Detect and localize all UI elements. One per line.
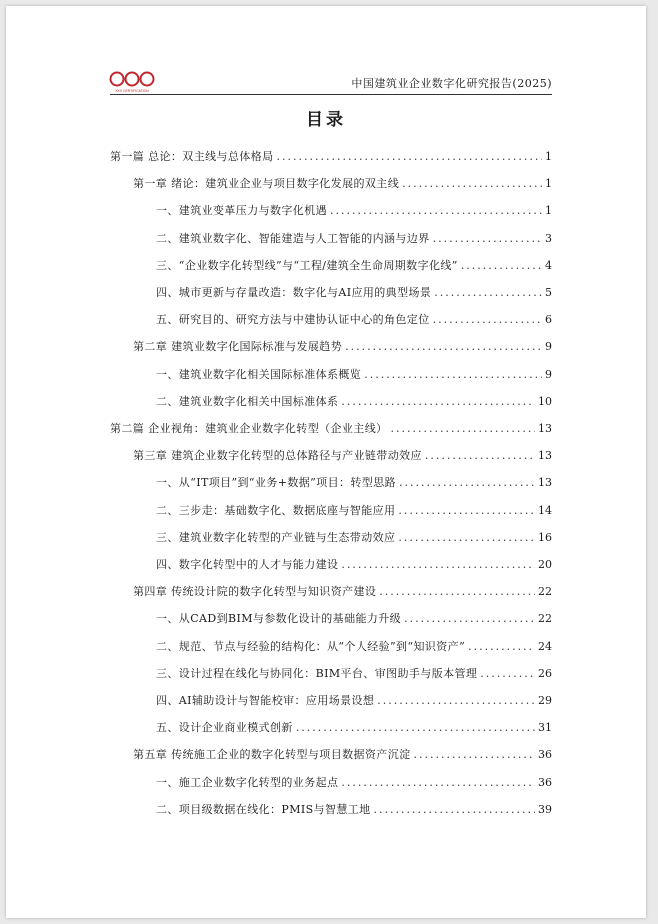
toc-dot-leader	[277, 150, 543, 164]
toc-entry-label: 第三章 建筑企业数字化转型的总体路径与产业链带动效应	[133, 449, 422, 463]
document-page	[6, 6, 646, 918]
toc-entry-page: 31	[538, 721, 552, 735]
toc-dot-leader	[468, 640, 535, 654]
toc-entry[interactable]	[156, 232, 552, 246]
toc-dot-leader	[374, 803, 535, 817]
toc-entry-page: 9	[545, 367, 552, 381]
toc-entry-page: 22	[538, 612, 552, 626]
toc-dot-leader	[391, 422, 536, 436]
toc-dot-leader	[379, 585, 535, 599]
toc-entry[interactable]	[156, 476, 552, 490]
toc-dot-leader	[330, 204, 542, 218]
toc-dot-leader	[461, 259, 542, 273]
toc-entry-label: 二、三步走：基础数字化、数据底座与智能应用	[156, 503, 396, 517]
toc-entry[interactable]	[133, 177, 552, 191]
toc-entry-page: 14	[538, 503, 552, 517]
toc-entry-page: 4	[545, 258, 552, 272]
toc-dot-leader	[341, 776, 535, 790]
toc-entry-label: 一、建筑业变革压力与数字化机遇	[156, 204, 327, 218]
toc-entry-page: 13	[538, 476, 552, 490]
toc-entry[interactable]	[156, 612, 552, 626]
toc-dot-leader	[404, 612, 535, 626]
toc-entry[interactable]	[156, 204, 552, 218]
toc-entry[interactable]	[156, 395, 552, 409]
toc-entry-page: 1	[545, 204, 552, 218]
toc-entry-page: 26	[538, 666, 552, 680]
toc-dot-leader	[341, 558, 535, 572]
toc-dot-leader	[414, 748, 536, 762]
toc-entry[interactable]	[110, 150, 552, 164]
toc-entry-page: 3	[545, 231, 552, 245]
toc-entry[interactable]	[156, 694, 552, 708]
toc-entry-label: 三、设计过程在线化与协同化：BIM平台、审图助手与版本管理	[156, 666, 478, 680]
toc-entry-label: 四、AI辅助设计与智能校审：应用场景设想	[156, 694, 375, 707]
toc-entry[interactable]	[156, 368, 552, 382]
toc-entry-page: 24	[538, 639, 552, 653]
toc-entry[interactable]	[156, 667, 552, 681]
toc-entry-label: 第二章 建筑业数字化国际标准与发展趋势	[133, 340, 343, 354]
toc-entry-label: 二、项目级数据在线化：PMIS与智慧工地	[156, 802, 371, 816]
toc-entry[interactable]	[133, 449, 552, 463]
toc-entry-label: 一、从CAD到BIM与参数化设计的基础能力升级	[156, 612, 402, 626]
toc-entry-label: 二、建筑业数字化相关中国标准体系	[156, 394, 339, 408]
toc-entry-label: 四、数字化转型中的人才与能力建设	[156, 558, 339, 571]
toc-entry-page: 13	[538, 422, 552, 435]
toc-entry-page: 10	[538, 394, 552, 408]
logo-text: XXX CERTIFICATION	[115, 89, 149, 93]
header-report-title: 中国建筑业企业数字化研究报告(2025)	[351, 77, 552, 90]
toc-dot-leader	[425, 449, 535, 463]
toc-entry-label: 五、研究目的、研究方法与中建协认证中心的角色定位	[156, 313, 430, 327]
toc-dot-leader	[296, 721, 535, 735]
toc-entry-label: 一、从“IT项目”到“业务+数据”项目：转型思路	[156, 476, 396, 490]
toc-entry-page: 36	[538, 775, 552, 789]
toc-entry[interactable]	[156, 721, 552, 735]
toc-entry[interactable]	[133, 748, 552, 762]
toc-dot-leader	[345, 340, 542, 354]
toc-entry-page: 1	[545, 177, 552, 191]
toc-entry-page: 20	[538, 558, 552, 571]
toc-entry-page: 39	[538, 802, 552, 816]
toc-entry[interactable]	[156, 558, 552, 572]
certification-logo	[109, 70, 155, 94]
toc-dot-leader	[364, 368, 542, 382]
toc-dot-leader	[433, 232, 542, 246]
toc-entry-page: 16	[538, 530, 552, 544]
toc-entry-page: 22	[538, 585, 552, 599]
toc-entry-page: 9	[545, 340, 552, 354]
toc-entry[interactable]	[133, 340, 552, 354]
toc-dot-leader	[434, 286, 542, 300]
toc-dot-leader	[398, 531, 535, 545]
toc-entry[interactable]	[110, 422, 552, 436]
toc-entry-page: 29	[538, 694, 552, 707]
toc-dot-leader	[433, 313, 542, 327]
toc-dot-leader	[480, 667, 535, 681]
toc-entry-label: 一、施工企业数字化转型的业务起点	[156, 775, 339, 789]
toc-entry[interactable]	[156, 313, 552, 327]
toc-entry-label: 第一篇 总论：双主线与总体格局	[110, 150, 274, 163]
toc-dot-leader	[341, 395, 535, 409]
toc-entry-label: 四、城市更新与存量改造：数字化与AI应用的典型场景	[156, 286, 432, 299]
toc-entry[interactable]	[156, 531, 552, 545]
toc-entry[interactable]	[133, 585, 552, 599]
toc-entry-label: 二、建筑业数字化、智能建造与人工智能的内涵与边界	[156, 231, 430, 245]
toc-entry[interactable]	[156, 259, 552, 273]
toc-dot-leader	[377, 694, 535, 708]
toc-dot-leader	[398, 504, 535, 518]
toc-entry[interactable]	[156, 504, 552, 518]
toc-entry-label: 五、设计企业商业模式创新	[156, 721, 293, 735]
toc-entry-label: 三、建筑业数字化转型的产业链与生态带动效应	[156, 530, 396, 544]
toc-entry-page: 36	[538, 748, 552, 762]
toc-title: 目录	[306, 110, 346, 130]
toc-entry-label: 一、建筑业数字化相关国际标准体系概览	[156, 367, 362, 381]
toc-entry-label: 第五章 传统施工企业的数字化转型与项目数据资产沉淀	[133, 748, 411, 762]
toc-entry-label: 第二篇 企业视角：建筑业企业数字化转型（企业主线）	[110, 422, 388, 435]
toc-entry-page: 5	[545, 286, 552, 299]
header-divider	[110, 94, 552, 95]
toc-dot-leader	[399, 476, 535, 490]
toc-dot-leader	[402, 177, 542, 191]
toc-entry[interactable]	[156, 640, 552, 654]
toc-entry-label: 三、“企业数字化转型线”与“工程/建筑全生命周期数字化线”	[156, 258, 458, 272]
toc-entry-page: 1	[545, 150, 552, 163]
toc-entry-label: 第四章 传统设计院的数字化转型与知识资产建设	[133, 585, 377, 599]
toc-entry-label: 二、规范、节点与经验的结构化：从“个人经验”到“知识资产”	[156, 639, 466, 653]
toc-entry[interactable]	[156, 776, 552, 790]
toc-entry[interactable]	[156, 803, 552, 817]
toc-entry-page: 6	[545, 313, 552, 327]
toc-entry-page: 13	[538, 449, 552, 463]
toc-entry-label: 第一章 绪论：建筑业企业与项目数字化发展的双主线	[133, 177, 400, 191]
toc-entry[interactable]	[156, 286, 552, 300]
